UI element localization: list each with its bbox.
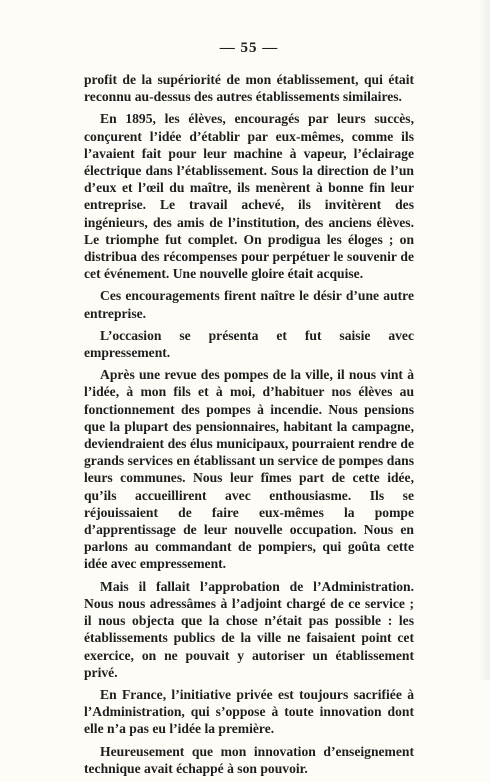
paragraph: Mais il fallait l’approbation de l’Administration. Nous nous adressâmes à l’adjoint chargé de ce service ; il nous objecta que la chose n’était pas possible : les établissements publics de la ville ne faisaient point cet exercice, on ne pouvait y autoriser un établissement privé. (84, 578, 414, 680)
paragraph: L’occasion se présenta et fut saisie avec empressement. (84, 327, 414, 361)
paragraph: profit de la supériorité de mon établissement, qui était reconnu au-dessus des autres établissements similaires. (84, 72, 414, 105)
page-edge-shadow (478, 0, 490, 680)
paragraph: Après une revue des pompes de la ville, il nous vint à l’idée, à mon fils et à moi, d’habituer nos élèves au fonctionnement des pompes à incendie. Nous pensions que la plupart des pensionnaires, habitant la campagne, deviendraient des élus municipaux, pourraient rendre de grands services en établissant un service de pompes dans leurs communes. Nous leur fîmes part de cette idée, qu’ils accueillirent avec enthousiasme. Ils se réjouissaient de faire eux-mêmes la pompe d’apprentissage de leur nouvelle occupation. Nous en parlons au commandant de pompiers, qui goûta cette idée avec empressement. (84, 367, 414, 572)
book-page (84, 40, 414, 782)
paragraph: En 1895, les élèves, encouragés par leurs succès, conçurent l’idée d’établir par eux-mêmes, comme ils l’avaient fait pour leur machine à vapeur, l’éclairage électrique dans l’établissement. Sous la direction de l’un d’eux et l’œil du maître, ils menèrent à bonne fin leur entreprise. Le travail achevé, ils invitèrent des ingénieurs, des amis de l’institution, des anciens élèves. Le triomphe fut complet. On prodigua les éloges ; on distribua des récompenses pour perpétuer le souvenir de cet événement. Une nouvelle gloire était acquise. (84, 111, 414, 282)
body-text (84, 71, 414, 777)
paragraph: En France, l’initiative privée est toujours sacrifiée à l’Administration, qui s’oppose à toute innovation dont elle n’a pas eu l’idée la première. (84, 686, 414, 737)
page-number: — 55 — (219, 40, 279, 56)
paragraph: Heureusement que mon innovation d’enseignement technique avait échappé à son pouvoir. (84, 743, 414, 776)
paragraph: Ces encouragements firent naître le désir d’une autre entreprise. (84, 288, 414, 321)
